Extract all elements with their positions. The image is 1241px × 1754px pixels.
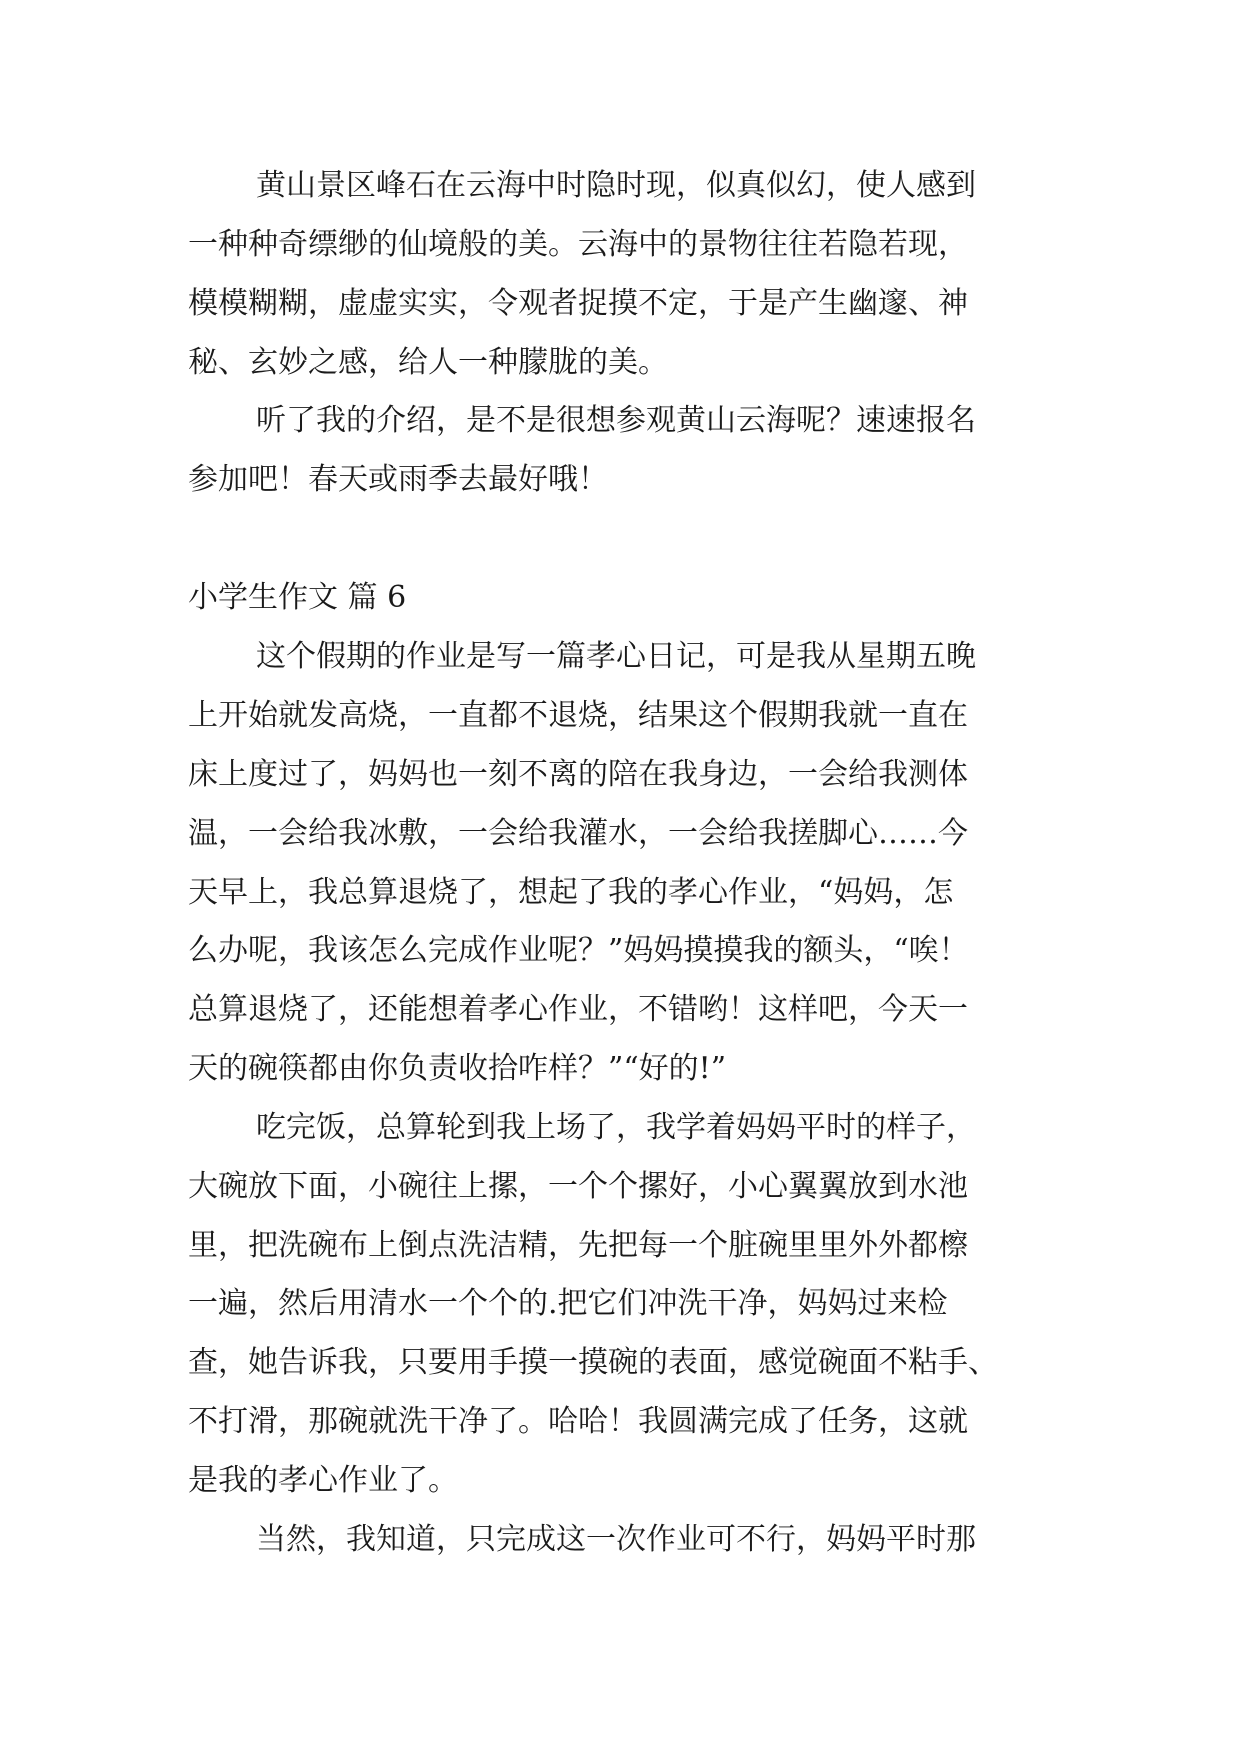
text-line: 查，她告诉我，只要用手摸一摸碗的表面，感觉碗面不粘手、 <box>188 1345 998 1380</box>
text-line: 大碗放下面，小碗往上摞，一个个摞好，小心翼翼放到水池 <box>188 1169 968 1204</box>
text-line: 一种种奇缥缈的仙境般的美。云海中的景物往往若隐若现， <box>188 227 968 262</box>
text-line: 吃完饭，总算轮到我上场了，我学着妈妈平时的样子， <box>256 1110 976 1145</box>
text-line: 温，一会给我冰敷，一会给我灌水，一会给我搓脚心……今 <box>188 816 968 851</box>
text-line: 里，把洗碗布上倒点洗洁精，先把每一个脏碗里里外外都檫 <box>188 1228 968 1263</box>
text-line: 是我的孝心作业了。 <box>188 1463 458 1498</box>
text-line: 一遍，然后用清水一个个的.把它们冲洗干净，妈妈过来检 <box>188 1286 948 1321</box>
text-line: 么办呢，我该怎么完成作业呢？”妈妈摸摸我的额头，“唉！ <box>188 933 969 968</box>
text-line: 当然，我知道，只完成这一次作业可不行，妈妈平时那 <box>256 1522 976 1557</box>
text-line: 天的碗筷都由你负责收拾咋样？”“好的!” <box>188 1051 727 1086</box>
text-line: 总算退烧了，还能想着孝心作业，不错哟！这样吧，今天一 <box>188 992 968 1027</box>
text-line: 床上度过了，妈妈也一刻不离的陪在我身边，一会给我测体 <box>188 757 968 792</box>
text-line: 这个假期的作业是写一篇孝心日记，可是我从星期五晚 <box>256 639 976 674</box>
text-line: 模模糊糊，虚虚实实，令观者捉摸不定，于是产生幽邃、神 <box>188 286 968 321</box>
text-line: 上开始就发高烧，一直都不退烧，结果这个假期我就一直在 <box>188 698 968 733</box>
text-line: 参加吧！春天或雨季去最好哦！ <box>188 462 608 497</box>
text-line: 不打滑，那碗就洗干净了。哈哈！我圆满完成了任务，这就 <box>188 1404 968 1439</box>
text-line: 黄山景区峰石在云海中时隐时现，似真似幻，使人感到 <box>256 168 976 203</box>
text-line: 天早上，我总算退烧了，想起了我的孝心作业，“妈妈，怎 <box>188 875 954 910</box>
text-line: 秘、玄妙之感，给人一种朦胧的美。 <box>188 345 668 380</box>
section-heading: 小学生作文 篇 6 <box>188 580 407 615</box>
text-line: 听了我的介绍，是不是很想参观黄山云海呢？速速报名 <box>256 403 976 438</box>
